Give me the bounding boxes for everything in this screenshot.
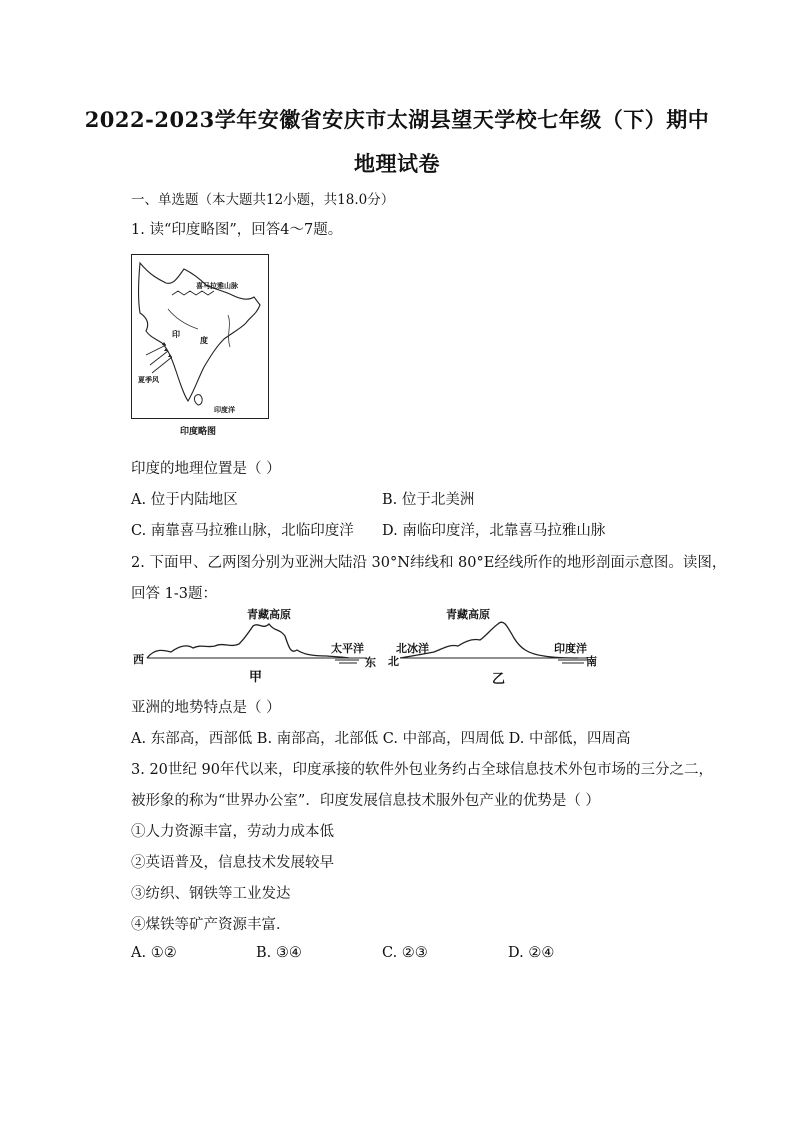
q1-option-c: C. 南靠喜马拉雅山脉，北临印度洋: [131, 523, 354, 539]
paper-title-line1: 2022-2023学年安徽省安庆市太湖县望天学校七年级（下）期中: [84, 107, 710, 132]
q1-option-b: B. 位于北美洲: [382, 492, 475, 508]
map-label-ocean: 印度洋: [214, 405, 235, 414]
q1-option-a: A. 位于内陆地区: [131, 492, 238, 508]
profile-b: [388, 608, 600, 688]
paper-title-line2: 地理试卷: [354, 151, 440, 176]
profile-a-east: 东: [365, 656, 376, 669]
profile-a-name: 甲: [249, 670, 263, 685]
profile-a-peak: 青藏高原: [247, 608, 291, 621]
q3-option-a: A. ①②: [131, 945, 177, 961]
q2-stem-line2: 回答 1-3题：: [131, 586, 217, 602]
q2-stem-line1: 2. 下面甲、乙两图分别为亚洲大陆沿 30°N纬线和 80°E经线所作的地形剖面示意图。读图，: [131, 555, 727, 571]
q2-options: A. 东部高，西部低 B. 南部高，北部低 C. 中部高，四周低 D. 中部低，四周高: [131, 731, 631, 747]
profile-a-west: 西: [133, 653, 144, 666]
profile-b-ocean-left: 北冰洋: [396, 642, 429, 655]
q3-item-3: ③纺织、钢铁等工业发达: [131, 886, 291, 902]
q1-option-d: D. 南临印度洋，北靠喜马拉雅山脉: [382, 523, 606, 539]
profile-b-peak: 青藏高原: [446, 608, 490, 621]
profile-b-name: 乙: [492, 672, 506, 687]
map-label-monsoon: 夏季风: [138, 375, 159, 384]
q3-option-d: D. ②④: [508, 945, 555, 961]
map-label-yin: 印: [172, 329, 180, 339]
q3-item-2: ②英语普及，信息技术发展较早: [131, 855, 334, 871]
q3-stem-line1: 3. 20世纪 90年代以来，印度承接的软件外包业务约占全球信息技术外包市场的三分之二，: [131, 762, 713, 778]
india-map: [131, 254, 269, 419]
q3-stem-line2: 被形象的称为“世界办公室”．印度发展信息技术服外包产业的优势是（ ）: [131, 793, 600, 809]
section-heading: 一、单选题（本大题共12小题，共18.0分）: [131, 192, 395, 208]
profile-b-north: 北: [388, 655, 399, 668]
profile-b-ocean-right: 印度洋: [554, 642, 587, 655]
profile-b-south: 南: [586, 655, 597, 668]
profile-a-ocean: 太平洋: [331, 642, 364, 655]
q2-question: 亚洲的地势特点是（ ）: [131, 700, 281, 716]
q3-item-1: ①人力资源丰富，劳动力成本低: [131, 824, 334, 840]
q3-option-c: C. ②③: [382, 945, 428, 961]
q3-option-b: B. ③④: [256, 945, 302, 961]
map-label-du: 度: [200, 335, 208, 345]
profile-a: [131, 608, 381, 688]
map-caption: 印度略图: [180, 427, 217, 437]
q1-stem: 1. 读“印度略图”，回答4～7题。: [131, 222, 343, 238]
q1-question: 印度的地理位置是（ ）: [131, 461, 281, 477]
map-label-himalaya: 喜马拉雅山脉: [196, 281, 238, 290]
q3-item-4: ④煤铁等矿产资源丰富．: [131, 917, 291, 933]
